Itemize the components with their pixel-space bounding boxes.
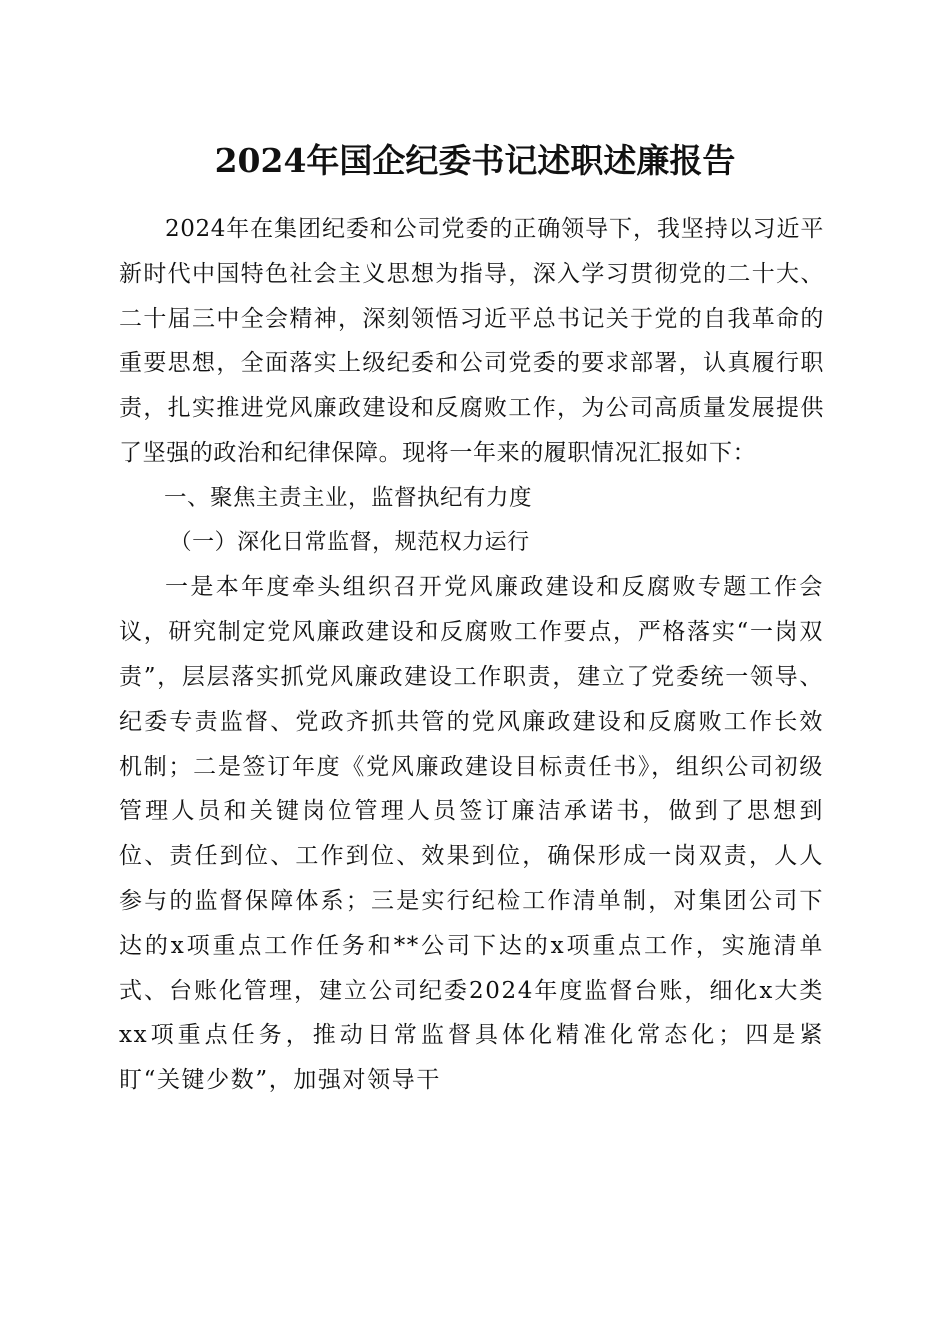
intro-paragraph: 2024年在集团纪委和公司党委的正确领导下，我坚持以习近平新时代中国特色社会主义思想为指导，深入学习贯彻党的二十大、二十届三中全会精神，深刻领悟习近平总书记关于党的自我革命的重要思想，全面落实上级纪委和公司党委的要求部署，认真履行职责，扎实推进党风廉政建设和反腐败工作，为公司高质量发展提供了坚强的政治和纪律保障。现将一年来的履职情况汇报如下： bbox=[119, 216, 824, 466]
subsection-heading: （一）深化日常监督，规范权力运行 bbox=[169, 529, 530, 555]
document-title: 2024年国企纪委书记述职述廉报告 bbox=[214, 141, 736, 180]
section-heading: 一、聚焦主责主业，监督执纪有力度 bbox=[164, 484, 533, 511]
body-paragraph: 一是本年度牵头组织召开党风廉政建设和反腐败专题工作会议，研究制定党风廉政建设和反腐败工作要点，严格落实“一岗双责”，层层落实抓党风廉政建设工作职责，建立了党委统一领导、纪委专责监督、党政齐抓共管的党风廉政建设和反腐败工作长效机制；二是签订年度《党风廉政建设目标责任书》，组织公司初级管理人员和关键岗位管理人员签订廉洁承诺书，做到了思想到位、责任到位、工作到位、效果到位，确保形成一岗双责，人人参与的监督保障体系；三是实行纪检工作清单制，对集团公司下达的x项重点工作任务和**公司下达的x项重点工作，实施清单式、台账化管理，建立公司纪委2024年度监督台账，细化x大类xx项重点任务，推动日常监督具体化精准化常态化；四是紧盯“关键少数”，加强对领导干 bbox=[119, 574, 824, 1094]
document-body bbox=[119, 207, 824, 1103]
